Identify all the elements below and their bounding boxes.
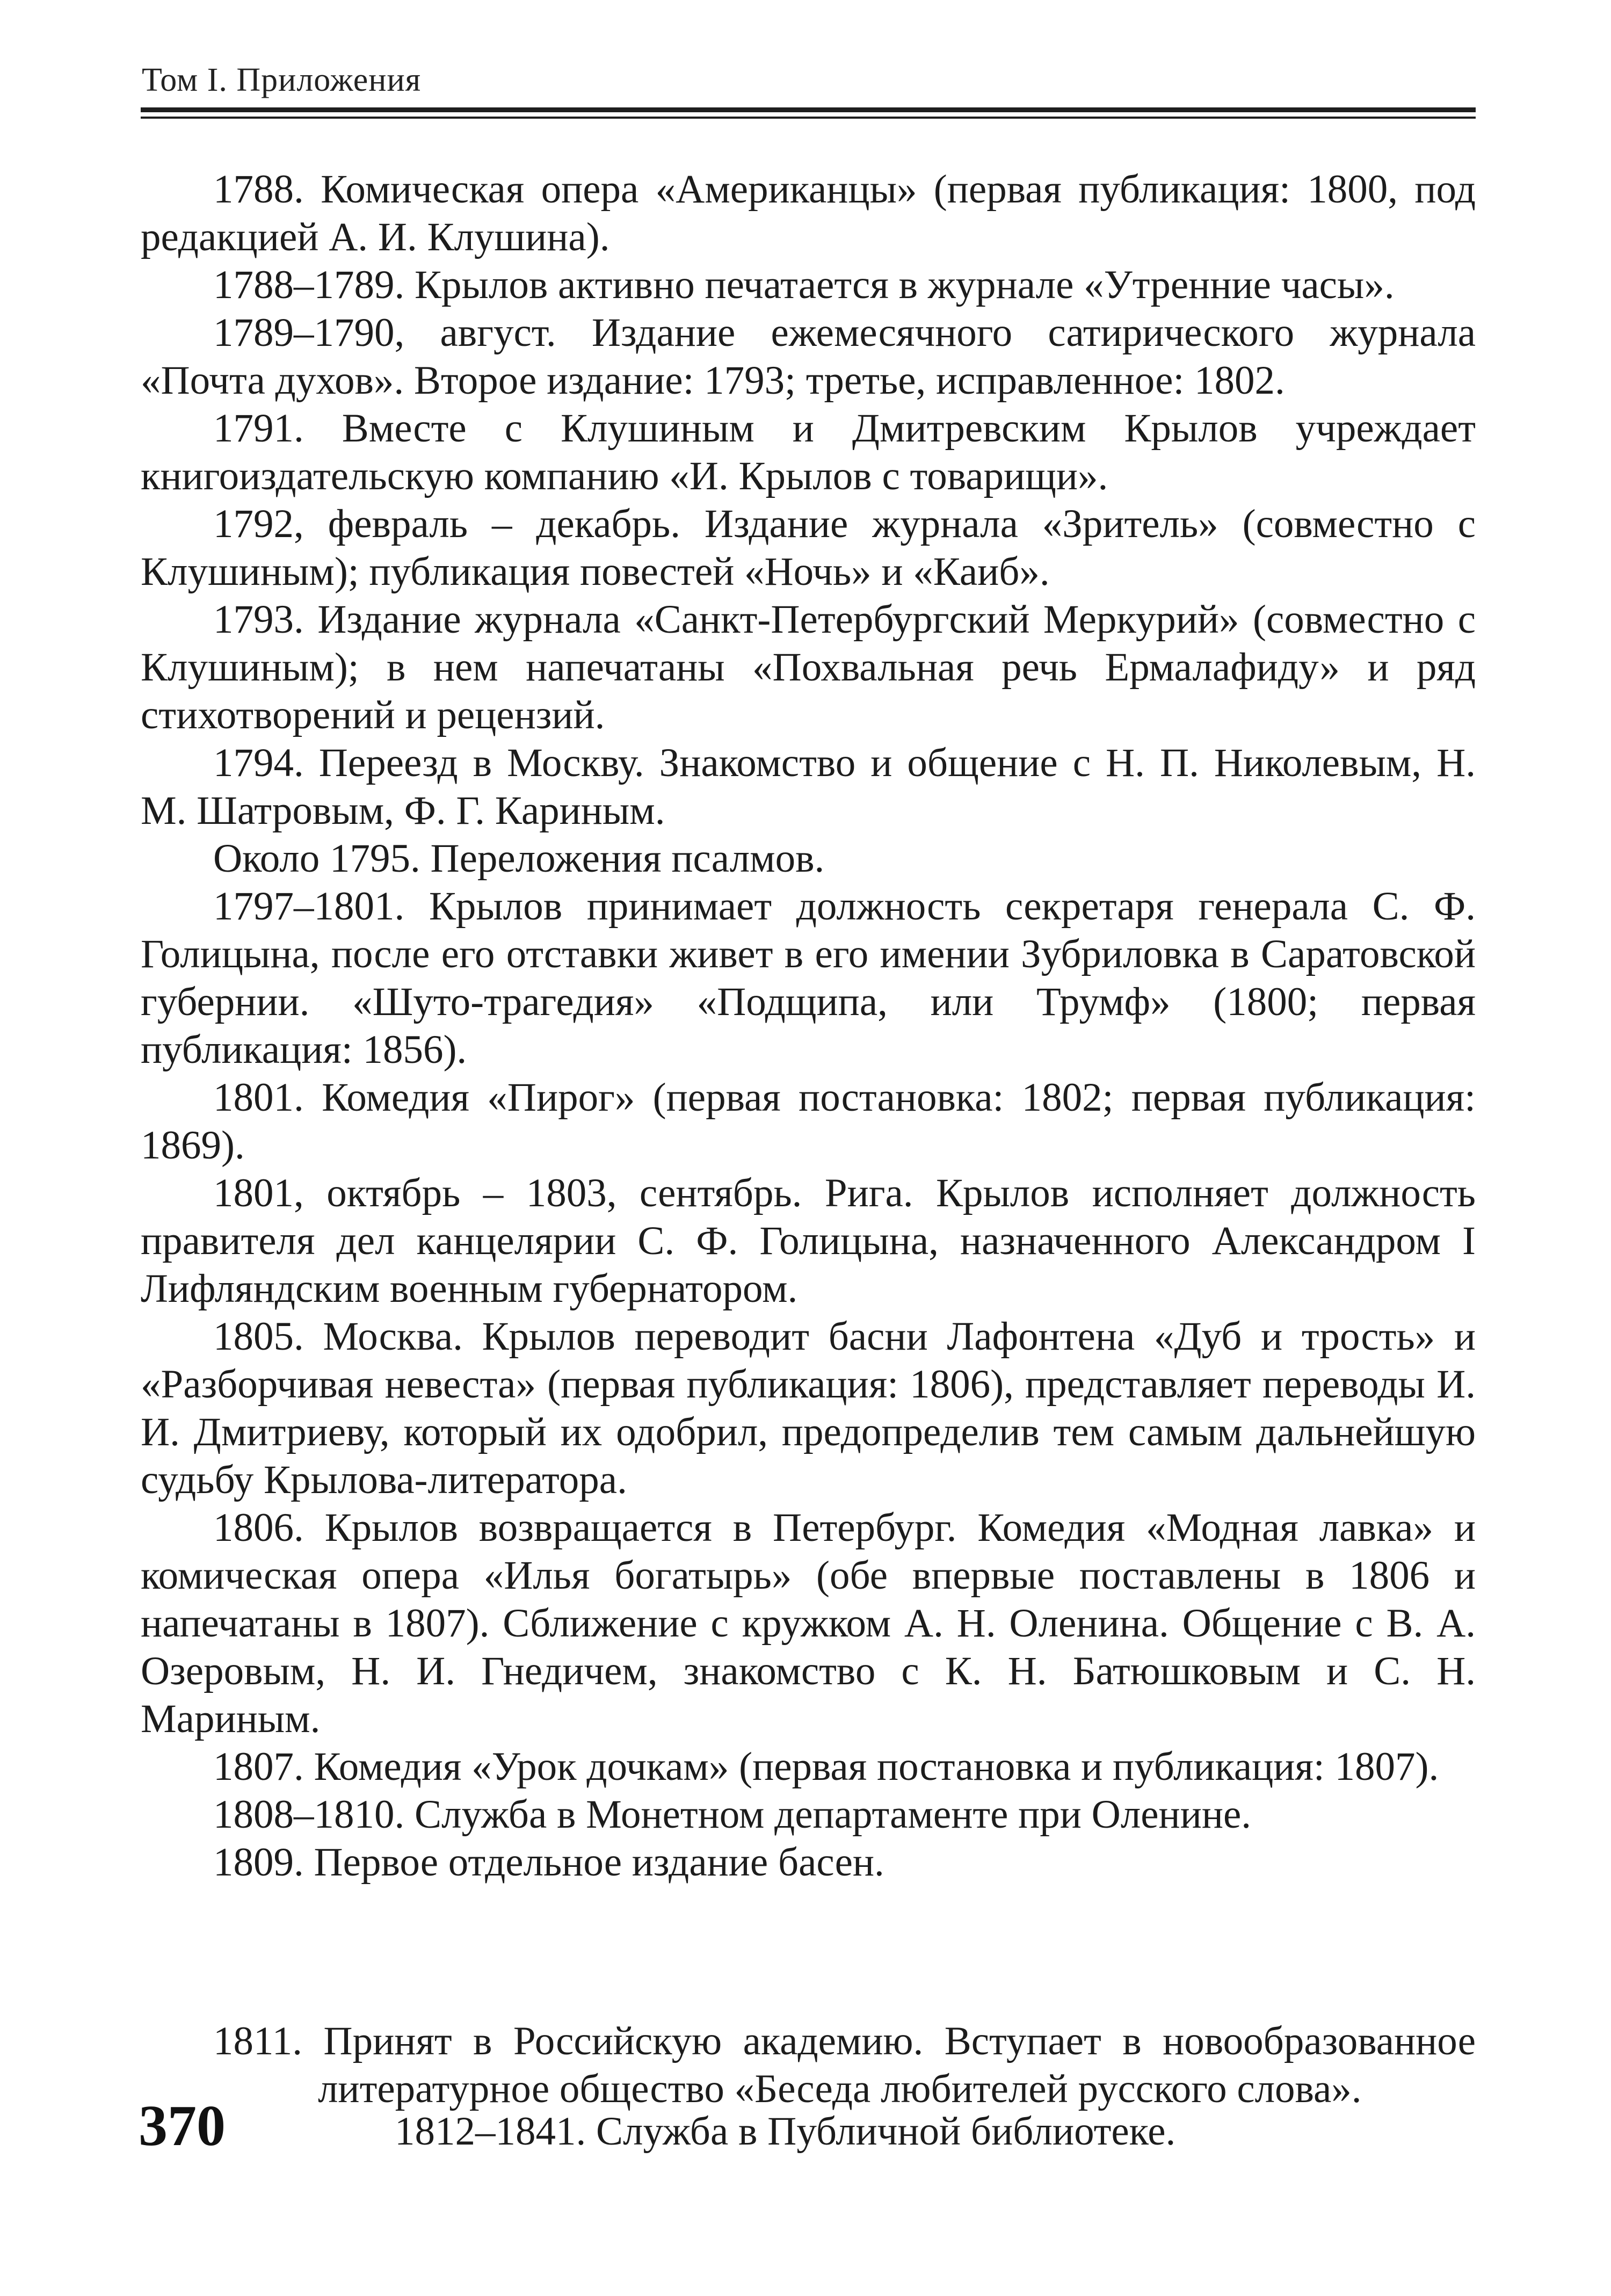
- chronology-entry: 1808–1810. Служба в Монетном департаменте при Оленине.: [213, 1792, 1252, 1837]
- chronology-entry: 1797–1801. Крылов принимает должность секретаря генерала С. Ф. Голицына, после его отставки живет в его имении Зубриловка в Саратовской губернии. «Шуто-трагедия» «Подщипа, или Трумф» (1800; первая публикация: 1856).: [141, 884, 1476, 1072]
- chronology-entry: 1809. Первое отдельное издание басен.: [213, 1840, 884, 1885]
- running-head: Том I. Приложения: [142, 62, 422, 98]
- chronology-entry: 1788. Комическая опера «Американцы» (первая публикация: 1800, под редакцией А. И. Клушина).: [141, 167, 1476, 259]
- chronology-entry-1811: [141, 2017, 1476, 2113]
- chronology-entry-1812: 1812–1841. Служба в Публичной библиотеке.: [395, 2109, 1176, 2154]
- header-rule-thick: [141, 107, 1476, 112]
- chronology-entry: 1805. Москва. Крылов переводит басни Лафонтена «Дуб и трость» и «Разборчивая невеста» (первая публикация: 1806), представляет переводы И. И. Дмитриеву, который их одобрил, предопределив тем самым дальнейшую судьбу Крылова-литератора.: [141, 1314, 1476, 1502]
- chronology-entry: 1806. Крылов возвращается в Петербург. Комедия «Модная лавка» и комическая опера «Илья богатырь» (обе впервые поставлены в 1806 и напечатаны в 1807). Сближение с кружком А. Н. Оленина. Общение с В. А. Озеровым, Н. И. Гнедичем, знакомство с К. Н. Батюшковым и С. Н. Мариным.: [141, 1505, 1476, 1741]
- chronology-entry: 1792, февраль – декабрь. Издание журнала «Зритель» (совместно с Клушиным); публикация повестей «Ночь» и «Каиб».: [141, 502, 1476, 594]
- chronology-entry: 1801, октябрь – 1803, сентябрь. Рига. Крылов исполняет должность правителя дел канцелярии С. Ф. Голицына, назначенного Александром I Лифляндским военным губернатором.: [141, 1171, 1476, 1311]
- header-rule-thin: [141, 117, 1476, 119]
- chronology-entry: Около 1795. Переложения псалмов.: [213, 836, 825, 881]
- chronology-entry: 1807. Комедия «Урок дочкам» (первая постановка и публикация: 1807).: [213, 1744, 1439, 1789]
- chronology-entry: 1789–1790, август. Издание ежемесячного сатирического журнала «Почта духов». Второе издание: 1793; третье, исправленное: 1802.: [141, 310, 1476, 403]
- chronology-entry: 1793. Издание журнала «Санкт-Петербургский Меркурий» (совместно с Клушиным); в нем напечатаны «Похвальная речь Ермалафиду» и ряд стихотворений и рецензий.: [141, 597, 1476, 737]
- entry-1811-line-2: литературное общество «Беседа любителей русского слова».: [318, 2067, 1362, 2111]
- chronology-entry: 1788–1789. Крылов активно печатается в журнале «Утренние часы».: [213, 263, 1395, 307]
- page-number: 370: [139, 2094, 226, 2158]
- chronology-entry: 1791. Вместе с Клушиным и Дмитревским Крылов учреждает книгоиздательскую компанию «И. Крылов с товарищи».: [141, 406, 1476, 498]
- chronology-entry: 1794. Переезд в Москву. Знакомство и общение с Н. П. Николевым, Н. М. Шатровым, Ф. Г. Кариным.: [141, 741, 1476, 833]
- chronology-entry: 1801. Комедия «Пирог» (первая постановка: 1802; первая публикация: 1869).: [141, 1075, 1476, 1168]
- entry-1811-line-1: 1811. Принят в Российскую академию. Вступает в новообразованное: [213, 2019, 1476, 2063]
- chronology-body: [141, 165, 1476, 1886]
